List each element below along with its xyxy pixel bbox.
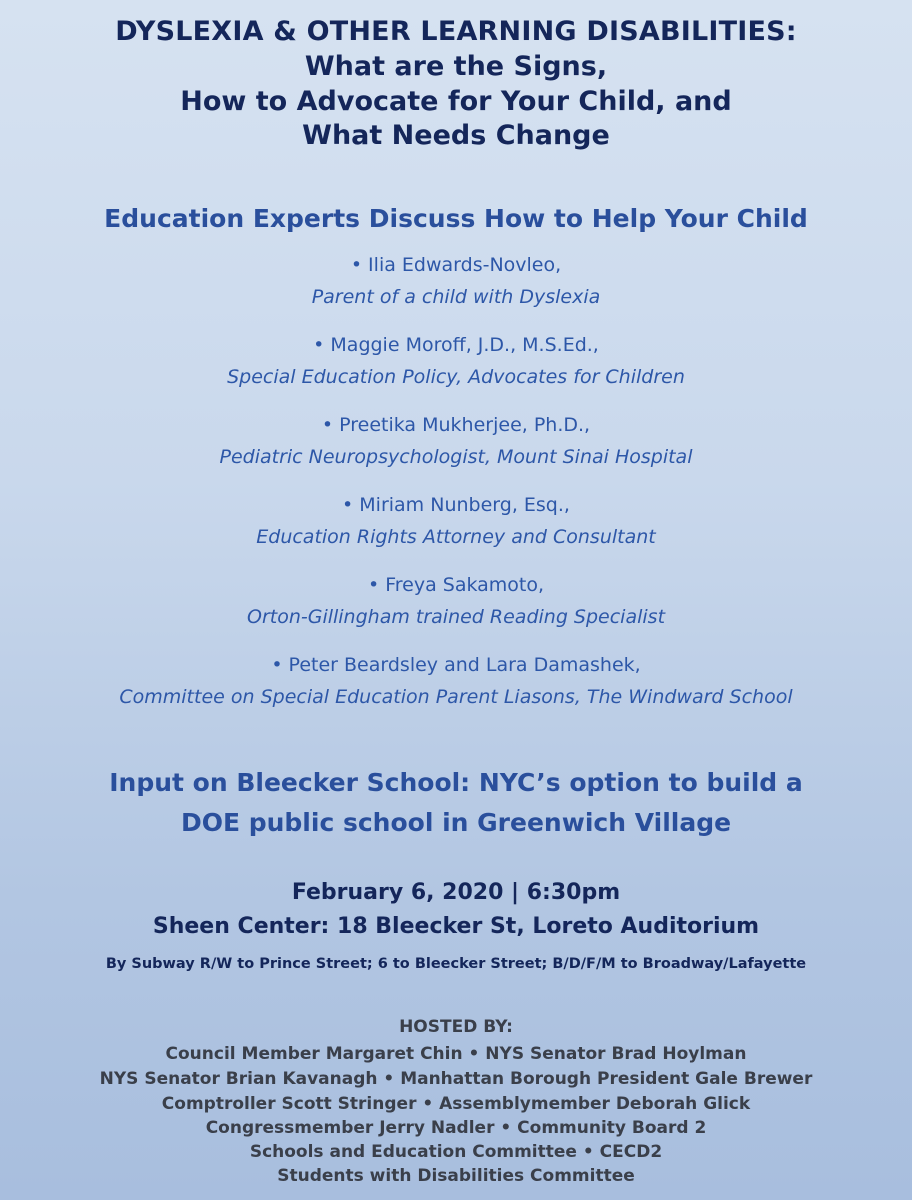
bleecker-school-line-2: DOE public school in Greenwich Village [180, 808, 732, 837]
flyer-title: DYSLEXIA & OTHER LEARNING DISABILITIES: [115, 16, 797, 47]
speaker-name: • Miriam Nunberg, Esq., [342, 494, 570, 516]
speaker-name: • Preetika Mukherjee, Ph.D., [321, 414, 591, 436]
host-line: Schools and Education Committee • CECD2 [249, 1142, 663, 1162]
speaker-name: • Maggie Moroff, J.D., M.S.Ed., [313, 334, 599, 356]
speaker-name: • Ilia Edwards-Novleo, [350, 254, 562, 276]
speaker-role: Special Education Policy, Advocates for Children [227, 366, 685, 388]
host-line: Comptroller Scott Stringer • Assemblymember Deborah Glick [161, 1094, 751, 1114]
speaker-role: Committee on Special Education Parent Liasons, The Windward School [119, 686, 793, 708]
speaker-role: Orton-Gillingham trained Reading Specialist [246, 606, 666, 628]
host-line: Students with Disabilities Committee [277, 1166, 635, 1186]
speaker-role: Education Rights Attorney and Consultant [256, 526, 656, 548]
host-line: Council Member Margaret Chin • NYS Senator Brad Hoylman [165, 1044, 747, 1064]
host-line: Congressmember Jerry Nadler • Community Board 2 [205, 1118, 707, 1138]
speaker-role: Pediatric Neuropsychologist, Mount Sinai Hospital [219, 446, 693, 468]
event-location: Sheen Center: 18 Bleecker St, Loreto Auditorium [152, 914, 760, 939]
flyer-subtitle-line-2: How to Advocate for Your Child, and [180, 86, 732, 117]
host-line: NYS Senator Brian Kavanagh • Manhattan Borough President Gale Brewer [99, 1069, 813, 1089]
hosted-by-heading: HOSTED BY: [399, 1017, 513, 1037]
bleecker-school-line-1: Input on Bleecker School: NYC’s option to build a [109, 768, 803, 797]
event-date-time: February 6, 2020 | 6:30pm [291, 880, 621, 905]
flyer-subtitle-line-3: What Needs Change [302, 120, 610, 151]
flyer-subtitle-line-1: What are the Signs, [304, 51, 608, 82]
speaker-name: • Peter Beardsley and Lara Damashek, [271, 654, 641, 676]
speaker-name: • Freya Sakamoto, [367, 574, 545, 596]
speaker-role: Parent of a child with Dyslexia [311, 286, 601, 308]
experts-heading: Education Experts Discuss How to Help Your Child [104, 204, 808, 233]
transit-directions: By Subway R/W to Prince Street; 6 to Bleecker Street; B/D/F/M to Broadway/Lafayette [105, 956, 807, 972]
